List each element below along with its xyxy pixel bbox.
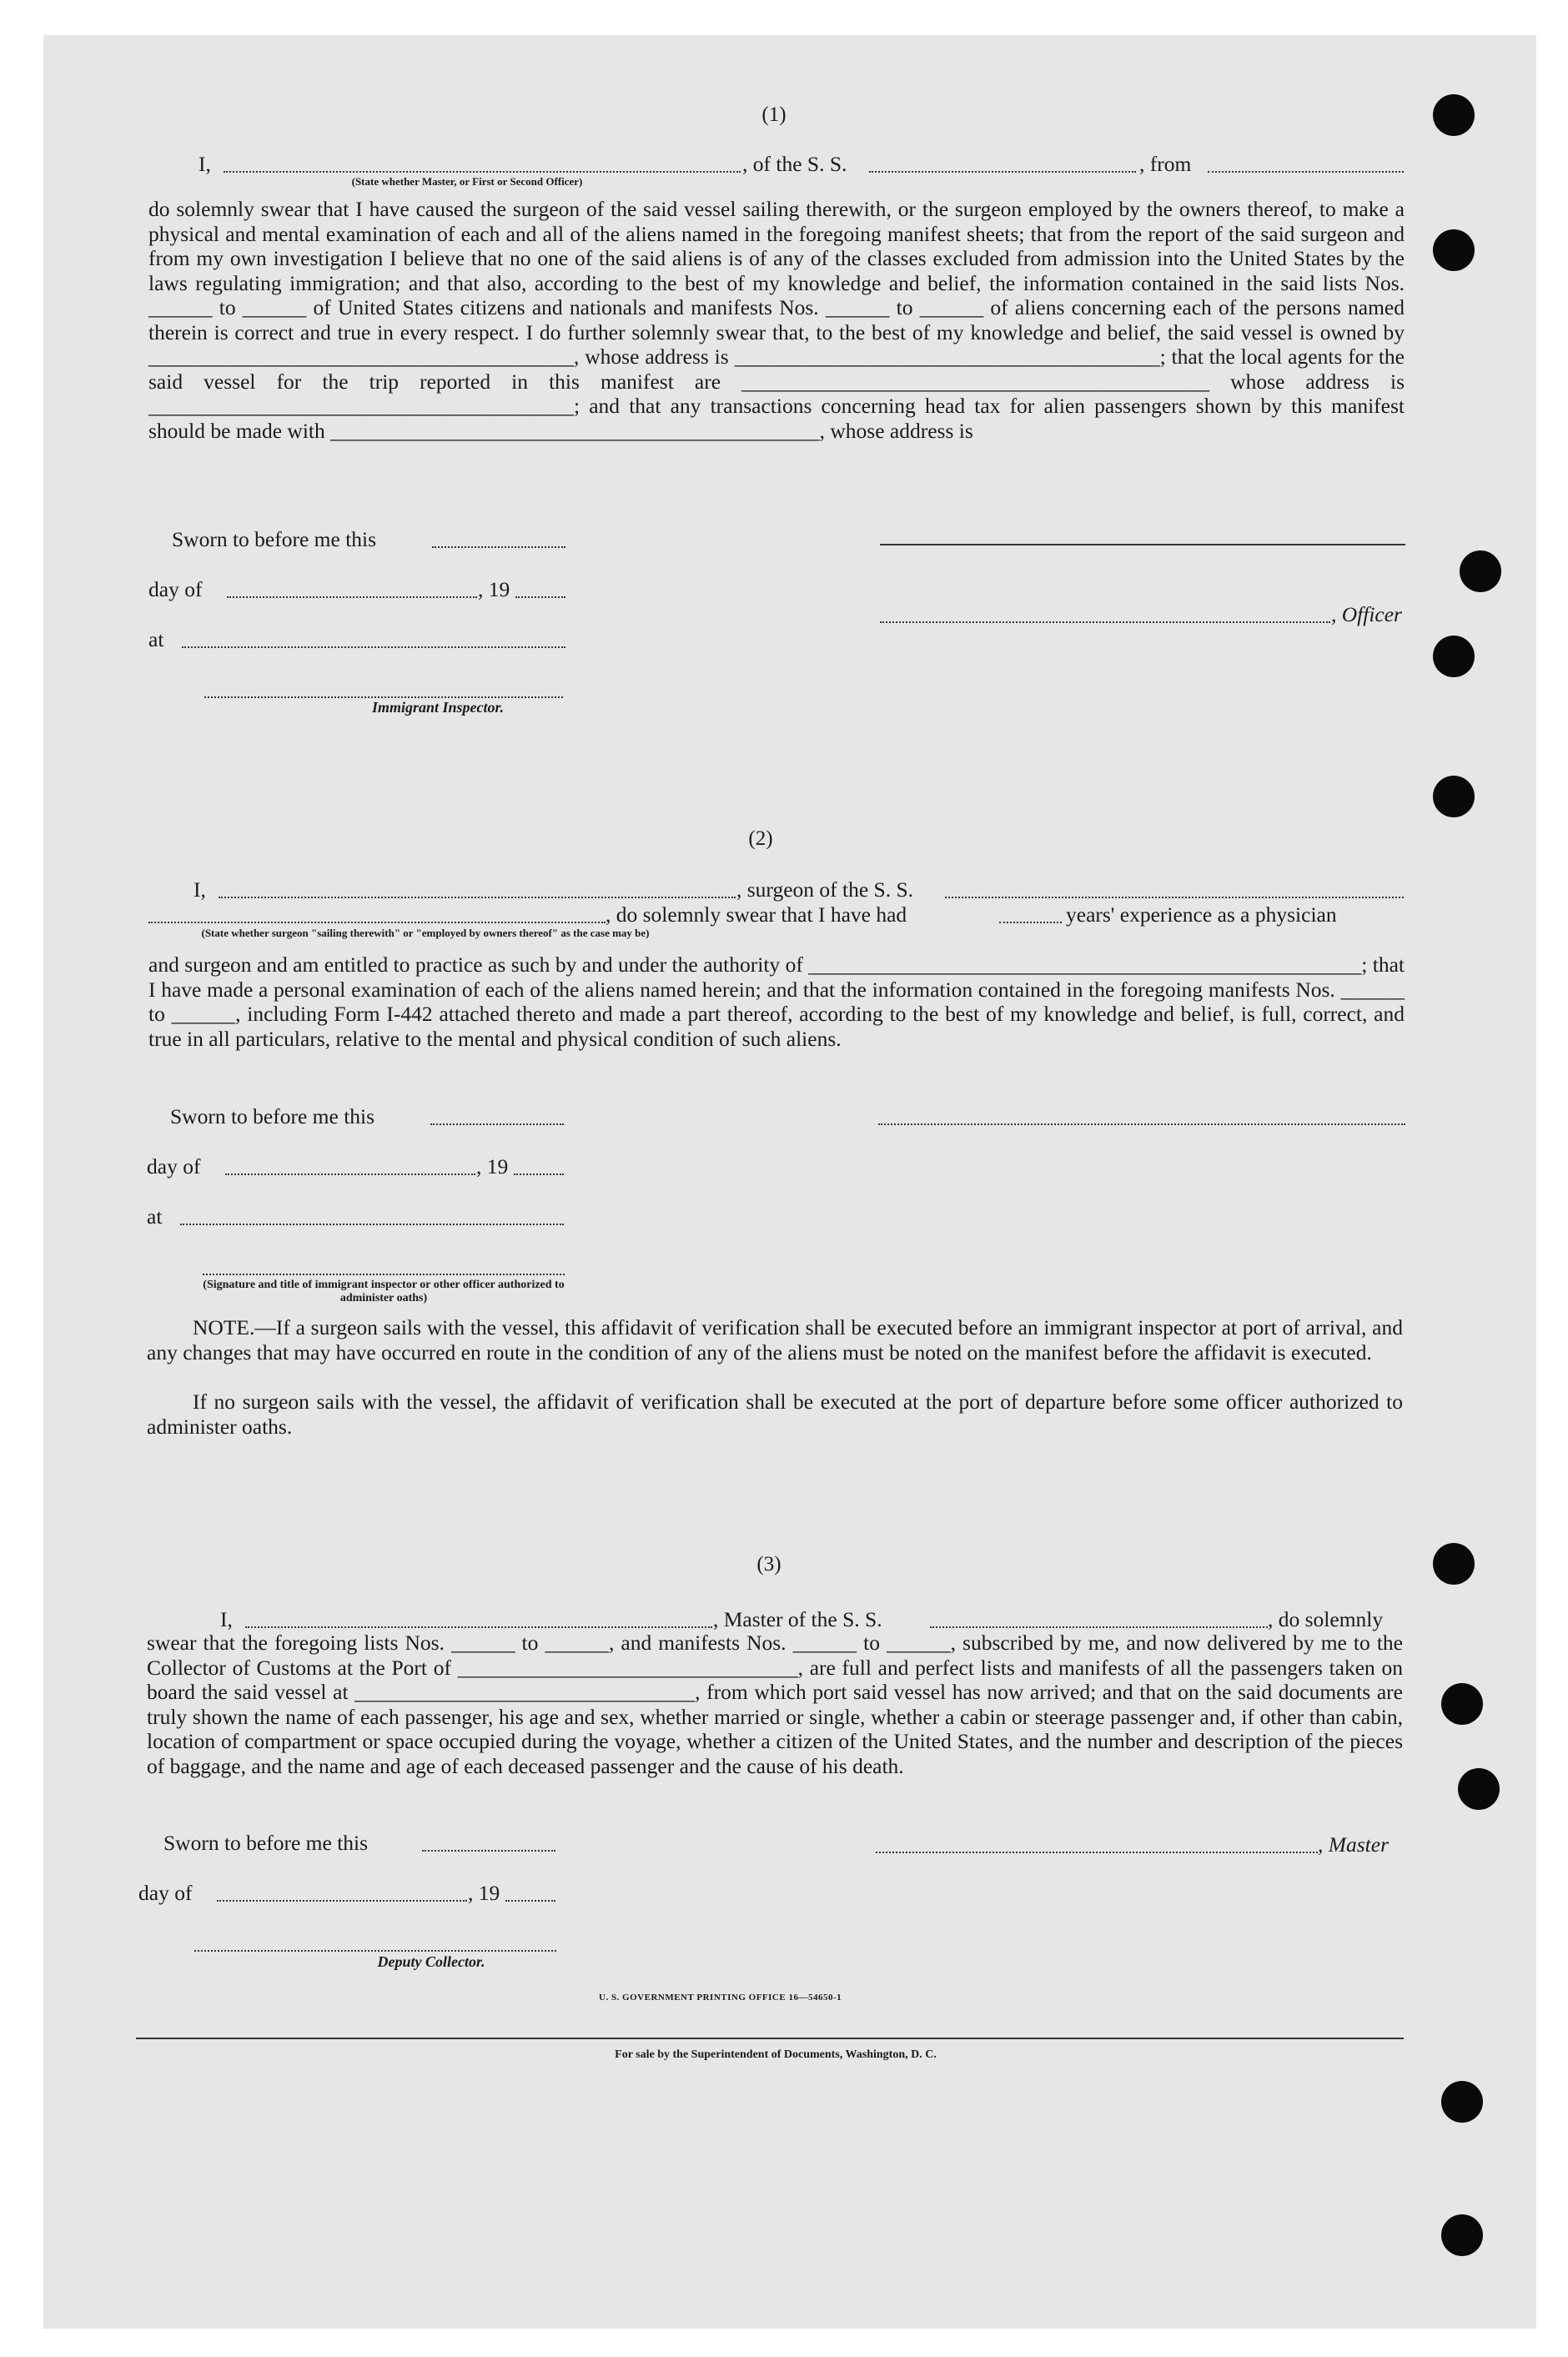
punch-hole-4 xyxy=(1433,636,1475,677)
section-3-sworn-line xyxy=(422,1850,555,1852)
master-name-line xyxy=(224,171,741,173)
surgeon-of-label: , surgeon of the S. S. xyxy=(736,877,914,902)
vessel-name-line xyxy=(869,171,1136,173)
officer-label: , Officer xyxy=(1331,602,1402,626)
section-2-body: and surgeon and am entitled to practice as such by and under the authority of ____________________________________________________; that I have made a personal examination of each of the aliens named herein; and that the information contained in the foregoing manifests Nos. ______ to ______, including Form I-442 attached thereto and made a part thereof, according to the best of my knowledge and belief, is full, correct, and true in all particulars, relative to the mental and physical condition of such aliens. xyxy=(148,952,1405,1051)
master-title-note: (State whether Master, or First or Second Officer) xyxy=(351,175,583,188)
section-3-i-label: I, xyxy=(220,1607,233,1631)
punch-hole-5 xyxy=(1433,776,1475,817)
section-1-day-label: day of xyxy=(148,577,203,601)
section-2-at-line xyxy=(180,1224,564,1225)
immigrant-inspector-label: Immigrant Inspector. xyxy=(371,699,505,716)
section-3-day-line xyxy=(217,1900,467,1902)
section-1-i-label: I, xyxy=(199,152,211,176)
section-3-sworn-label: Sworn to before me this xyxy=(163,1831,369,1855)
note-paragraph: NOTE.—If a surgeon sails with the vessel, this affidavit of verification shall be executed before an immigrant inspector at port of arrival, and any changes that may have occurred en route in the condition of any of the aliens must be noted on the manifest before the affidavit is executed. xyxy=(147,1315,1403,1364)
section-3-number: (3) xyxy=(756,1553,781,1576)
surgeon-name-line xyxy=(219,897,736,898)
section-1-sworn-label: Sworn to before me this xyxy=(172,527,377,551)
section-2-signature-line xyxy=(203,1274,565,1275)
section-1-at-label: at xyxy=(148,627,164,651)
surgeon-status-note: (State whether surgeon "sailing therewith" or "employed by owners thereof" as the case may be) xyxy=(201,927,650,939)
section3-master-name-line xyxy=(245,1626,712,1628)
collector-signature-line xyxy=(194,1950,556,1952)
officer-signature-line xyxy=(880,621,1330,623)
punch-hole-7 xyxy=(1441,1683,1483,1725)
master-of-label: , Master of the S. S. xyxy=(713,1607,882,1631)
do-solemnly-label: , do solemnly xyxy=(1268,1607,1384,1631)
footer-rule xyxy=(136,2038,1404,2039)
years-label: years' experience as a physician xyxy=(1066,902,1337,927)
section-3-body: swear that the foregoing lists Nos. ______ to ______, and manifests Nos. ______ to ______, subscribed by me, and now delivered by me to the Collector of Customs at the Port of ________________________________, are full and perfect lists and manifests of all the passengers taken on board the said vessel at ________________________________, from which port said vessel has now arrived; and that on the said documents are truly shown the name of each passenger, his age and sex, whether married or single, whether a cabin or steerage passenger and, if other than cabin, location of compartment or space occupied during the voyage, whether a citizen of the United States, and the number and description of the pieces of baggage, and the name and age of each deceased passenger and the cause of his death. xyxy=(147,1631,1403,1778)
from-line xyxy=(1208,171,1404,173)
section-1-year-label: , 19 xyxy=(478,577,510,601)
section-1-day-line xyxy=(227,596,477,598)
master-signature-line xyxy=(876,1852,1318,1853)
punch-hole-1 xyxy=(1433,94,1475,136)
section-2-at-label: at xyxy=(147,1204,163,1229)
section-1-body: do solemnly swear that I have caused the surgeon of the said vessel sailing therewith, or the surgeon employed by the owners thereof, to make a physical and mental examination of each and all of the aliens named in the foregoing manifest sheets; that from the report of the said surgeon and from my own investigation I believe that no one of the said aliens is of any of the classes excluded from admission into the United States by the laws regulating immigration; and that also, according to the best of my knowledge and belief, the information contained in the said lists Nos. ______ to ______ of United States citizens and nationals and manifests Nos. ______ to ______ of aliens concerning each of the persons named therein is correct and true in every respect. I do further solemnly swear that, to the best of my knowledge and belief, the said vessel is owned by ________________________________________, whose address is ________________________________________; that the local agents for the said vessel for the trip reported in this manifest are ____________________________________________ whose address is ________________________________________; and that any transactions concerning head tax for alien passengers shown by this manifest should be made with ______________________________________________, whose address is xyxy=(148,197,1405,443)
section-1-sworn-line xyxy=(432,546,565,548)
section-3-day-label: day of xyxy=(138,1881,193,1905)
printing-office-imprint: U. S. GOVERNMENT PRINTING OFFICE 16—54650-1 xyxy=(599,1993,842,2003)
section-2-day-label: day of xyxy=(147,1154,201,1178)
note-paragraph-2: If no surgeon sails with the vessel, the affidavit of verification shall be executed at the port of departure before some officer authorized to administer oaths. xyxy=(147,1390,1403,1439)
swear-had-label: , do solemnly swear that I have had xyxy=(606,902,907,927)
surgeon-signature-line xyxy=(878,1123,1405,1125)
punch-hole-9 xyxy=(1441,2081,1483,2123)
section-2-year-line xyxy=(514,1173,564,1175)
punch-hole-6 xyxy=(1433,1543,1475,1585)
section-2-number: (2) xyxy=(748,827,773,850)
section-2-year-label: , 19 xyxy=(476,1154,509,1178)
section-3-year-line xyxy=(505,1900,555,1902)
section-2-sworn-line xyxy=(430,1123,564,1125)
punch-hole-8 xyxy=(1458,1768,1500,1810)
surgeon-vessel-line xyxy=(945,897,1404,898)
years-line xyxy=(999,922,1062,923)
officer-signature-line-upper xyxy=(880,544,1405,545)
section-1-number: (1) xyxy=(761,103,787,126)
punch-hole-10 xyxy=(1441,2214,1483,2256)
from-label: , from xyxy=(1139,152,1192,176)
section-2-day-line xyxy=(225,1173,475,1175)
surgeon-status-line xyxy=(148,922,606,923)
of-ss-label: , of the S. S. xyxy=(742,152,847,176)
signature-title-note: (Signature and title of immigrant inspector or other officer authorized to administer oaths) xyxy=(203,1279,565,1304)
sale-notice: For sale by the Superintendent of Documents, Washington, D. C. xyxy=(615,2048,937,2061)
section-1-at-line xyxy=(182,646,565,648)
punch-hole-2 xyxy=(1433,229,1475,271)
section-3-year-label: , 19 xyxy=(468,1881,500,1905)
deputy-collector-label: Deputy Collector. xyxy=(377,1953,485,1970)
section3-vessel-line xyxy=(930,1626,1268,1628)
master-label: , Master xyxy=(1318,1832,1389,1857)
section-1-year-line xyxy=(515,596,565,598)
inspector-signature-line xyxy=(204,696,563,698)
section-2-i-label: I, xyxy=(193,877,206,902)
punch-hole-3 xyxy=(1460,550,1501,592)
section-2-sworn-label: Sworn to before me this xyxy=(170,1104,375,1128)
